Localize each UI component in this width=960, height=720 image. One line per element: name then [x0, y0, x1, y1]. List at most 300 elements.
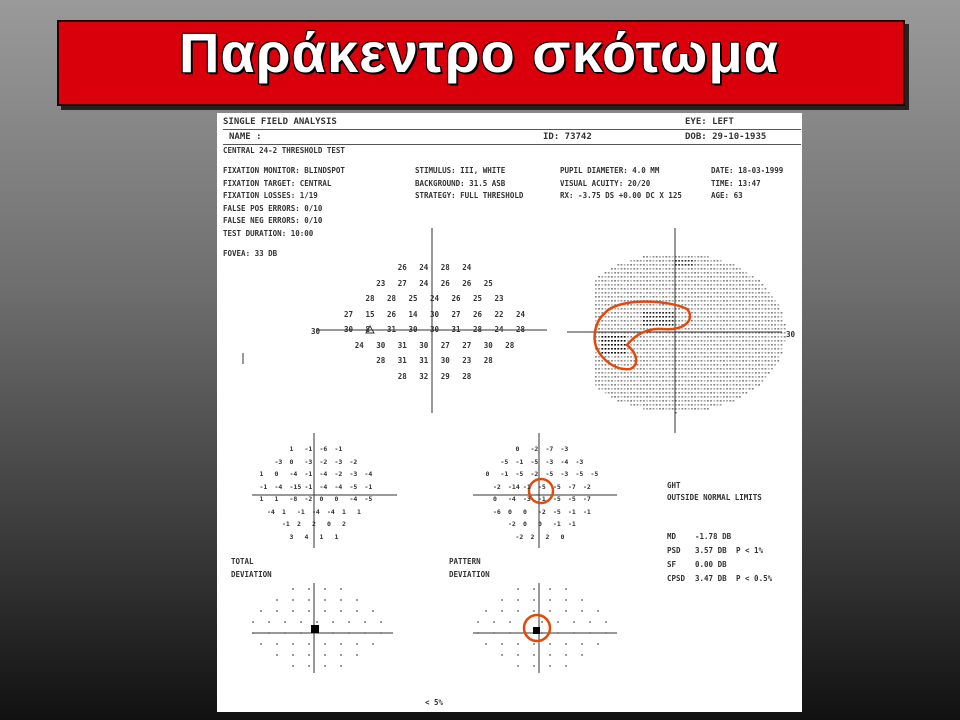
threshold-value-0-2: 28	[440, 263, 450, 272]
greyscale-cell	[656, 288, 658, 290]
index-0-0: MD	[667, 532, 677, 541]
greyscale-cell	[665, 352, 667, 354]
greyscale-cell	[745, 364, 747, 366]
greyscale-cell	[595, 316, 597, 318]
greyscale-cell	[745, 352, 747, 354]
greyscale-cell	[630, 364, 632, 366]
greyscale-cell	[640, 284, 642, 286]
greyscale-cell	[688, 272, 690, 274]
greyscale-cell	[681, 316, 683, 318]
greyscale-cell	[713, 344, 715, 346]
prob-dot	[292, 610, 294, 612]
greyscale-cell	[707, 324, 709, 326]
greyscale-cell	[662, 256, 664, 258]
greyscale-cell	[726, 328, 728, 330]
greyscale-cell	[640, 356, 642, 358]
greyscale-cell	[755, 292, 757, 294]
greyscale-cell	[723, 264, 725, 266]
greyscale-cell	[765, 304, 767, 306]
greyscale-cell	[688, 396, 690, 398]
greyscale-cell	[653, 396, 655, 398]
greyscale-cell	[672, 364, 674, 366]
greyscale-cell	[736, 284, 738, 286]
greyscale-cell	[729, 304, 731, 306]
greyscale-cell	[608, 284, 610, 286]
greyscale-cell	[678, 292, 680, 294]
greyscale-cell	[659, 360, 661, 362]
threshold-value-4-4: 30	[430, 325, 440, 334]
greyscale-cell	[665, 408, 667, 410]
pattern-dev-value-2-3: -2	[530, 470, 539, 478]
greyscale-cell	[643, 292, 645, 294]
greyscale-cell	[665, 368, 667, 370]
greyscale-cell	[758, 312, 760, 314]
greyscale-cell	[643, 404, 645, 406]
greyscale-cell	[752, 320, 754, 322]
greyscale-cell	[624, 384, 626, 386]
greyscale-cell	[701, 380, 703, 382]
greyscale-cell	[717, 364, 719, 366]
greyscale-cell	[630, 352, 632, 354]
greyscale-cell	[765, 376, 767, 378]
greyscale-cell	[649, 368, 651, 370]
greyscale-cell	[752, 372, 754, 374]
greyscale-cell	[717, 344, 719, 346]
greyscale-cell	[646, 348, 648, 350]
greyscale-cell	[621, 320, 623, 322]
greyscale-cell	[601, 372, 603, 374]
greyscale-cell	[627, 284, 629, 286]
greyscale-cell	[710, 328, 712, 330]
greyscale-cell	[697, 380, 699, 382]
greyscale-cell	[617, 336, 619, 338]
greyscale-cell	[665, 272, 667, 274]
greyscale-cell	[726, 336, 728, 338]
greyscale-cell	[729, 356, 731, 358]
greyscale-cell	[662, 380, 664, 382]
greyscale-cell	[621, 280, 623, 282]
greyscale-cell	[697, 392, 699, 394]
greyscale-cell	[726, 280, 728, 282]
greyscale-cell	[678, 388, 680, 390]
prob-dot	[364, 621, 366, 623]
greyscale-cell	[598, 340, 600, 342]
greyscale-cell	[605, 332, 607, 334]
greyscale-cell	[720, 268, 722, 270]
greyscale-cell	[701, 384, 703, 386]
greyscale-cell	[707, 380, 709, 382]
greyscale-cell	[665, 336, 667, 338]
greyscale-cell	[678, 392, 680, 394]
greyscale-cell	[614, 316, 616, 318]
greyscale-cell	[633, 316, 635, 318]
greyscale-cell	[707, 320, 709, 322]
greyscale-cell	[685, 328, 687, 330]
greyscale-cell	[617, 356, 619, 358]
greyscale-cell	[653, 296, 655, 298]
greyscale-cell	[656, 336, 658, 338]
greyscale-cell	[745, 284, 747, 286]
greyscale-cell	[694, 372, 696, 374]
greyscale-cell	[630, 316, 632, 318]
greyscale-cell	[675, 296, 677, 298]
greyscale-cell	[723, 364, 725, 366]
greyscale-cell	[608, 340, 610, 342]
greyscale-cell	[761, 304, 763, 306]
greyscale-cell	[681, 280, 683, 282]
pattern-dev-value-0-2: -7	[545, 445, 554, 453]
greyscale-cell	[736, 384, 738, 386]
threshold-value-5-0: 24	[354, 340, 364, 350]
greyscale-cell	[691, 276, 693, 278]
prob-dot	[509, 621, 511, 623]
total-dev-value-6-2: 2	[312, 520, 316, 528]
threshold-value-3-6: 26	[473, 309, 483, 319]
greyscale-cell	[685, 384, 687, 386]
greyscale-cell	[669, 260, 671, 262]
greyscale-cell	[630, 388, 632, 390]
greyscale-cell	[630, 280, 632, 282]
total-dev-value-2-6: -3	[349, 470, 358, 478]
greyscale-cell	[649, 364, 651, 366]
greyscale-cell	[774, 364, 776, 366]
total-dev-value-6-0: -1	[282, 520, 290, 528]
greyscale-cell	[605, 336, 607, 338]
greyscale-cell	[742, 380, 744, 382]
greyscale-cell	[659, 380, 661, 382]
greyscale-cell	[697, 324, 699, 326]
greyscale-cell	[669, 312, 671, 314]
greyscale-cell	[729, 372, 731, 374]
greyscale-cell	[771, 296, 773, 298]
greyscale-cell	[681, 296, 683, 298]
greyscale-cell	[675, 264, 677, 266]
total-dev-value-1-1: 0	[289, 457, 294, 466]
greyscale-cell	[720, 352, 722, 354]
greyscale-cell	[640, 328, 642, 330]
greyscale-cell	[771, 336, 773, 338]
greyscale-cell	[624, 280, 626, 282]
greyscale-cell	[710, 276, 712, 278]
greyscale-cell	[669, 360, 671, 362]
greyscale-cell	[665, 300, 667, 302]
greyscale-cell	[749, 316, 751, 318]
greyscale-cell	[758, 324, 760, 326]
param-stimulus-1: BACKGROUND: 31.5 ASB	[415, 178, 506, 188]
greyscale-cell	[601, 360, 603, 362]
greyscale-cell	[665, 256, 667, 258]
greyscale-cell	[630, 400, 632, 402]
greyscale-cell	[781, 340, 783, 342]
greyscale-cell	[614, 376, 616, 378]
greyscale-cell	[717, 288, 719, 290]
greyscale-cell	[710, 388, 712, 390]
greyscale-cell	[649, 408, 651, 410]
greyscale-cell	[777, 332, 779, 334]
greyscale-cell	[691, 328, 693, 330]
greyscale-cell	[662, 348, 664, 350]
greyscale-cell	[633, 308, 635, 310]
greyscale-cell	[729, 380, 731, 382]
greyscale-cell	[704, 272, 706, 274]
greyscale-cell	[637, 396, 639, 398]
greyscale-cell	[662, 400, 664, 402]
greyscale-cell	[694, 300, 696, 302]
prob-dot	[573, 621, 575, 623]
greyscale-cell	[656, 316, 658, 318]
greyscale-cell	[774, 344, 776, 346]
greyscale-cell	[691, 356, 693, 358]
greyscale-cell	[598, 312, 600, 314]
greyscale-cell	[595, 368, 597, 370]
prob-dot	[276, 654, 278, 656]
greyscale-cell	[678, 324, 680, 326]
pattern-dev-value-3-4: -5	[553, 482, 561, 491]
greyscale-cell	[726, 264, 728, 266]
greyscale-cell	[656, 332, 658, 334]
total-dev-value-3-2: -15	[289, 482, 302, 491]
greyscale-cell	[624, 360, 626, 362]
greyscale-cell	[710, 360, 712, 362]
greyscale-cell	[611, 284, 613, 286]
greyscale-cell	[701, 296, 703, 298]
greyscale-cell	[745, 356, 747, 358]
greyscale-cell	[659, 388, 661, 390]
greyscale-cell	[691, 368, 693, 370]
greyscale-cell	[646, 392, 648, 394]
greyscale-cell	[611, 288, 613, 290]
greyscale-cell	[707, 396, 709, 398]
greyscale-cell	[685, 396, 687, 398]
greyscale-cell	[713, 368, 715, 370]
greyscale-cell	[614, 348, 616, 350]
prob-dot	[517, 599, 519, 601]
greyscale-cell	[691, 380, 693, 382]
greyscale-cell	[704, 404, 706, 406]
greyscale-cell	[713, 376, 715, 378]
greyscale-cell	[701, 368, 703, 370]
greyscale-cell	[681, 352, 683, 354]
greyscale-cell	[713, 336, 715, 338]
greyscale-cell	[710, 312, 712, 314]
greyscale-cell	[669, 356, 671, 358]
greyscale-cell	[755, 348, 757, 350]
greyscale-cell	[656, 348, 658, 350]
greyscale-cell	[681, 292, 683, 294]
greyscale-cell	[726, 284, 728, 286]
greyscale-cell	[761, 292, 763, 294]
greyscale-cell	[752, 332, 754, 334]
greyscale-cell	[640, 384, 642, 386]
greyscale-cell	[768, 296, 770, 298]
greyscale-cell	[627, 380, 629, 382]
prob-dot	[557, 621, 559, 623]
greyscale-cell	[633, 272, 635, 274]
greyscale-cell	[701, 288, 703, 290]
total-dev-value-0-1: -1	[304, 445, 313, 453]
greyscale-cell	[630, 356, 632, 358]
greyscale-cell	[624, 388, 626, 390]
greyscale-cell	[640, 376, 642, 378]
greyscale-cell	[621, 340, 623, 342]
greyscale-cell	[733, 276, 735, 278]
greyscale-cell	[595, 280, 597, 282]
greyscale-cell	[733, 292, 735, 294]
greyscale-cell	[733, 368, 735, 370]
greyscale-cell	[720, 328, 722, 330]
threshold-value-5-4: 27	[440, 340, 450, 350]
greyscale-cell	[605, 276, 607, 278]
greyscale-cell	[672, 268, 674, 270]
greyscale-cell	[617, 316, 619, 318]
threshold-value-7-0: 28	[397, 371, 407, 381]
greyscale-cell	[752, 336, 754, 338]
greyscale-cell	[691, 376, 693, 378]
threshold-value-5-3: 30	[419, 340, 429, 350]
greyscale-cell	[697, 272, 699, 274]
greyscale-cell	[665, 268, 667, 270]
greyscale-cell	[723, 380, 725, 382]
greyscale-cell	[758, 340, 760, 342]
greyscale-cell	[688, 340, 690, 342]
greyscale-cell	[720, 340, 722, 342]
greyscale-cell	[701, 264, 703, 266]
greyscale-cell	[688, 264, 690, 266]
greyscale-cell	[614, 372, 616, 374]
greyscale-cell	[736, 328, 738, 330]
greyscale-cell	[611, 320, 613, 322]
prob-dot	[308, 654, 310, 656]
greyscale-cell	[643, 356, 645, 358]
prob-dot	[380, 621, 382, 623]
greyscale-cell	[701, 392, 703, 394]
greyscale-cell	[678, 360, 680, 362]
greyscale-cell	[729, 384, 731, 386]
greyscale-cell	[691, 280, 693, 282]
greyscale-cell	[736, 348, 738, 350]
greyscale-cell	[653, 284, 655, 286]
greyscale-cell	[649, 276, 651, 278]
ght-result: OUTSIDE NORMAL LIMITS	[667, 493, 762, 502]
greyscale-cell	[707, 316, 709, 318]
greyscale-cell	[765, 312, 767, 314]
greyscale-cell	[701, 404, 703, 406]
greyscale-cell	[656, 284, 658, 286]
greyscale-cell	[662, 272, 664, 274]
greyscale-cell	[717, 352, 719, 354]
greyscale-cell	[669, 388, 671, 390]
greyscale-cell	[633, 332, 635, 334]
greyscale-cell	[665, 280, 667, 282]
greyscale-cell	[745, 324, 747, 326]
greyscale-cell	[736, 292, 738, 294]
greyscale-cell	[617, 284, 619, 286]
greyscale-cell	[621, 336, 623, 338]
greyscale-cell	[672, 396, 674, 398]
greyscale-cell	[710, 352, 712, 354]
greyscale-cell	[768, 312, 770, 314]
greyscale-cell	[752, 352, 754, 354]
total-dev-value-3-5: -4	[334, 482, 343, 491]
greyscale-cell	[653, 360, 655, 362]
index-2-0: SF	[667, 560, 677, 569]
pattern-dev-value-0-0: 0	[515, 445, 520, 453]
greyscale-cell	[630, 304, 632, 306]
greyscale-cell	[713, 328, 715, 330]
greyscale-cell	[649, 356, 651, 358]
greyscale-cell	[672, 300, 674, 302]
greyscale-cell	[621, 372, 623, 374]
greyscale-cell	[643, 304, 645, 306]
greyscale-cell	[701, 332, 703, 334]
greyscale-cell	[710, 396, 712, 398]
greyscale-cell	[704, 376, 706, 378]
greyscale-cell	[621, 384, 623, 386]
greyscale-cell	[643, 280, 645, 282]
greyscale-cell	[707, 256, 709, 258]
greyscale-cell	[675, 324, 677, 326]
greyscale-cell	[672, 288, 674, 290]
greyscale-cell	[691, 388, 693, 390]
greyscale-cell	[649, 340, 651, 342]
greyscale-cell	[672, 292, 674, 294]
pattern-dev-value-2-0: 0	[485, 470, 490, 478]
greyscale-cell	[617, 352, 619, 354]
greyscale-cell	[726, 324, 728, 326]
greyscale-cell	[701, 304, 703, 306]
greyscale-cell	[624, 392, 626, 394]
greyscale-cell	[742, 336, 744, 338]
greyscale-cell	[736, 356, 738, 358]
greyscale-cell	[733, 268, 735, 270]
threshold-value-1-3: 26	[440, 278, 450, 288]
greyscale-cell	[755, 368, 757, 370]
greyscale-cell	[723, 376, 725, 378]
greyscale-cell	[662, 396, 664, 398]
total-dev-value-1-4: -3	[334, 457, 343, 466]
greyscale-cell	[640, 368, 642, 370]
greyscale-cell	[765, 360, 767, 362]
greyscale-cell	[720, 400, 722, 402]
greyscale-cell	[678, 344, 680, 346]
greyscale-cell	[598, 288, 600, 290]
greyscale-cell	[704, 292, 706, 294]
greyscale-cell	[649, 316, 651, 318]
greyscale-cell	[758, 332, 760, 334]
greyscale-cell	[601, 332, 603, 334]
greyscale-cell	[717, 372, 719, 374]
greyscale-cell	[691, 288, 693, 290]
greyscale-cell	[761, 308, 763, 310]
greyscale-cell	[659, 280, 661, 282]
greyscale-cell	[761, 288, 763, 290]
analysis-title: SINGLE FIELD ANALYSIS	[223, 117, 337, 127]
param-pupil-1: VISUAL ACUITY: 20/20	[560, 178, 651, 188]
greyscale-cell	[691, 396, 693, 398]
greyscale-cell	[729, 324, 731, 326]
greyscale-cell	[761, 332, 763, 334]
greyscale-cell	[704, 304, 706, 306]
greyscale-cell	[662, 276, 664, 278]
threshold-value-0-1: 24	[419, 263, 429, 272]
greyscale-cell	[691, 256, 693, 258]
greyscale-cell	[729, 272, 731, 274]
greyscale-cell	[723, 272, 725, 274]
greyscale-cell	[768, 328, 770, 330]
greyscale-cell	[752, 384, 754, 386]
greyscale-cell	[736, 324, 738, 326]
greyscale-cell	[726, 364, 728, 366]
